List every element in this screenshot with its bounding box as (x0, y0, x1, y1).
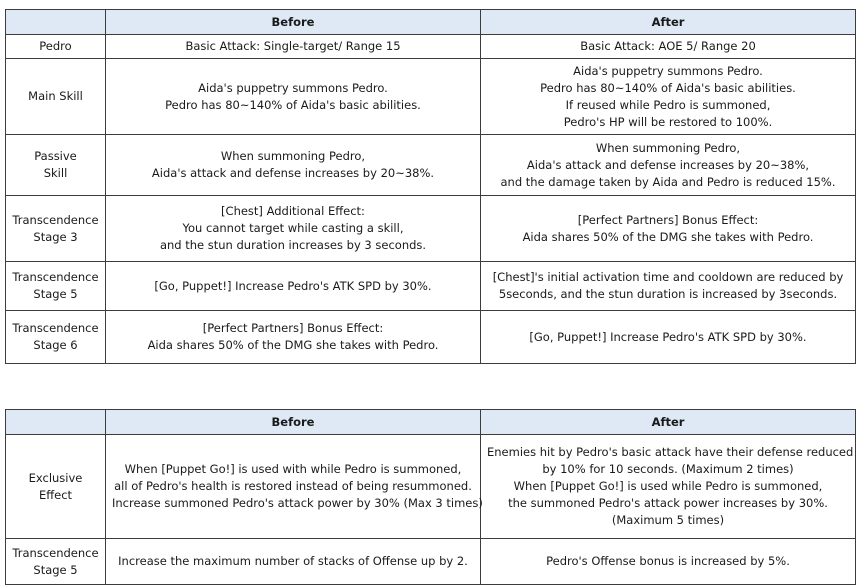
after-cell: [Chest]'s initial activation time and cooldown are reduced by 5seconds, and the stun duration is increased by 3seconds. (481, 262, 856, 311)
after-cell: Aida's puppetry summons Pedro. Pedro has 80~140% of Aida's basic abilities. If reused while Pedro is summoned, Pedro's HP will be restored to 100%. (481, 59, 856, 135)
before-cell: [Go, Puppet!] Increase Pedro's ATK SPD by 30%. (106, 262, 481, 311)
row-label-transcendence-stage-6: Transcendence Stage 6 (6, 311, 106, 364)
table-row (6, 435, 856, 539)
table-row (6, 311, 856, 364)
before-cell: When [Puppet Go!] is used with while Pedro is summoned, all of Pedro's health is restored instead of being resummoned. Increase summoned Pedro's attack power by 30% (Max 3 times) (106, 435, 481, 539)
row-label-passive-skill: Passive Skill (6, 135, 106, 196)
row-label-transcendence-stage-5: Transcendence Stage 5 (6, 539, 106, 585)
header-empty-cell (6, 10, 106, 35)
before-cell: When summoning Pedro, Aida's attack and defense increases by 20~38%. (106, 135, 481, 196)
before-cell: Basic Attack: Single-target/ Range 15 (106, 35, 481, 59)
table-header-row (6, 410, 856, 435)
row-label-main-skill: Main Skill (6, 59, 106, 135)
header-empty-cell (6, 410, 106, 435)
row-label-exclusive-effect: Exclusive Effect (6, 435, 106, 539)
after-cell: Pedro's Offense bonus is increased by 5%. (481, 539, 856, 585)
header-after: After (481, 10, 856, 35)
comparison-table-exclusive (5, 409, 856, 585)
comparison-table-skills (5, 9, 856, 364)
table-row (6, 135, 856, 196)
table-row (6, 262, 856, 311)
header-before: Before (106, 10, 481, 35)
after-cell: When summoning Pedro, Aida's attack and defense increases by 20~38%, and the damage taken by Aida and Pedro is reduced 15%. (481, 135, 856, 196)
row-label-transcendence-stage-3: Transcendence Stage 3 (6, 196, 106, 262)
after-cell: [Go, Puppet!] Increase Pedro's ATK SPD by 30%. (481, 311, 856, 364)
row-label-pedro: Pedro (6, 35, 106, 59)
header-before: Before (106, 410, 481, 435)
before-cell: Increase the maximum number of stacks of Offense up by 2. (106, 539, 481, 585)
before-cell: [Perfect Partners] Bonus Effect: Aida shares 50% of the DMG she takes with Pedro. (106, 311, 481, 364)
table-row (6, 196, 856, 262)
table-row (6, 539, 856, 585)
after-cell: [Perfect Partners] Bonus Effect: Aida shares 50% of the DMG she takes with Pedro. (481, 196, 856, 262)
table-row (6, 59, 856, 135)
row-label-transcendence-stage-5: Transcendence Stage 5 (6, 262, 106, 311)
after-cell: Basic Attack: AOE 5/ Range 20 (481, 35, 856, 59)
after-cell: Enemies hit by Pedro's basic attack have their defense reduced by 10% for 10 seconds. (Maximum 2 times) When [Puppet Go!] is used while Pedro is summoned, the summoned Pedro's attack power increases by 30%. (Maximum 5 times) (481, 435, 856, 539)
before-cell: [Chest] Additional Effect: You cannot target while casting a skill, and the stun duration increases by 3 seconds. (106, 196, 481, 262)
header-after: After (481, 410, 856, 435)
before-cell: Aida's puppetry summons Pedro. Pedro has 80~140% of Aida's basic abilities. (106, 59, 481, 135)
table-row (6, 35, 856, 59)
table-header-row (6, 10, 856, 35)
